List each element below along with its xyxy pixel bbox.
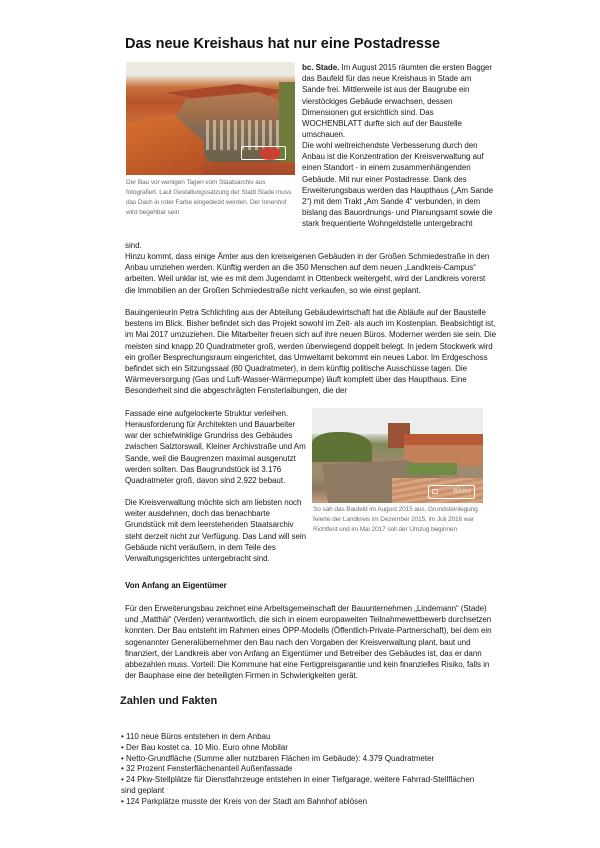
section-subhead: Von Anfang an Eigentümer [125, 581, 227, 590]
facts-list [121, 732, 491, 808]
facts-heading: Zahlen und Fakten [120, 695, 218, 707]
intro-paragraph [302, 62, 492, 140]
intro-text: Im August 2015 räumten die ersten Bagger das Baufeld für das neue Kreishaus in Stade am Sande frei. Mittlerweile ist aus der Baugrube ein vierstöckiges Gebäude erwachsen, dessen Dimensionen gut ersichtlich sind. Das WOCHENBLATT durfte sich auf der Baustelle umschauen. [302, 63, 493, 140]
photo-gallery-button[interactable] [428, 485, 475, 499]
article-title: Das neue Kreishaus hat nur eine Postadresse [125, 36, 441, 52]
fact-item: • 24 Pkw-Stellplätze für Dienstfahrzeuge entstehen in einer Tiefgarage, weitere Fahrrad-Stellflächen sind geplant [121, 775, 491, 797]
paragraph-2: Die wohl weitreichendste Verbesserung durch den Anbau ist die Konzentration der Kreisverwaltung auf einen Standort - in einem zusammenhängenden Gebäude. Mit nur einer Postadresse. Dank des Erweiterungsbaus werden das Haupthaus („Am Sande 2“) mit dem Trakt „Am Sande 4“ verbunden, in dem bislang das Bauordnungs- und Planungsamt sowie die stark frequentierte Wohngeldstelle untergebracht [302, 141, 494, 229]
photo2-caption: So sah das Baufeld im August 2015 aus. Grundsteinlegung feierte der Landkreis im Dezember 2015, im Juli 2016 war Richtfest und im Mai 2017 soll der Umzug beginnen [313, 506, 478, 533]
paragraph-6: Die Kreisverwaltung möchte sich am liebsten noch weiter ausdehnen, doch das benachbarte Grundstück mit dem leerstehenden Staatsarchiv steht derzeit nicht zur Verfügung. Das Land will sein Gebäude nicht veräußern, in dem Teile des Verwaltungsgerichtes untergebracht sind. [125, 498, 307, 564]
photo-building [404, 434, 483, 466]
paragraph-3: Hinzu kommt, dass einige Ämter aus den kreiseigenen Gebäuden in der Großen Schmiedestraße in den Anbau umziehen werden. Künftig werden an die 350 Menschen auf dem neuen „Landkreis-Campus“ arbeiten. Weil unklar ist, wie es mit dem Jugendamt in Ottenbeck weitergeht, wird der Landkreis vorerst die Immobilien an der Großen Schmiedestraße nicht verkaufen, so wie einst geplant. [125, 252, 490, 295]
construction-photo-site[interactable] [312, 408, 483, 503]
fact-item: • Der Bau kostet ca. 10 Mio. Euro ohne Mobilar [121, 743, 491, 754]
photo-sky [126, 62, 295, 76]
fact-item: • 124 Parkplätze musste der Kreis von der Stadt am Bahnhof ablösen [121, 797, 491, 808]
paragraph-2-end: sind. [125, 241, 142, 250]
photo-trees [312, 432, 372, 462]
photo-lawn [407, 463, 457, 475]
paragraph-5: Herausforderung für Architekten und Bauarbeiter war der schiefwinklige Grundriss des Gebäudes zwischen Salztorswall, Kleiner Archivstraße und Am Sande, weil die Baugrenzen maximal ausgenutzt werden sollten. Das Baugrundstück ist 3.176 Quadratmeter groß, davon sind 2.922 bebaut. [125, 420, 306, 486]
photo-gallery-button[interactable] [241, 146, 286, 160]
fact-item: • 32 Prozent Fensterflächenanteil Außenfassade [121, 764, 491, 775]
gallery-label: Bilder [453, 488, 471, 495]
camera-icon [260, 147, 280, 160]
fact-item: • Netto-Grundfläche (Summe aller nutzbaren Flächen im Gebäude): 4.379 Quadratmeter [121, 754, 491, 765]
paragraph-4-cont: Fassade eine aufgelockerte Struktur verleihen. [125, 409, 289, 418]
construction-photo-aerial[interactable] [126, 62, 295, 175]
paragraph-4: Bauingenieurin Petra Schlichting aus der Abteilung Gebäudewirtschaft hat die Abläufe auf der Baustelle bestens im Blick. Bisher befindet sich das Projekt sowohl im Zeit- als auch im Kostenplan. Beabsichtigt ist, im Mai 2017 umzuziehen. Die Mitarbeiter freuen sich auf ihre neuen Büros. Moderner werden sie sein. Die meisten sind knapp 20 Quadratmeter groß, werden überwiegend doppelt belegt. In jedem Stockwerk wird ein großer Besprechungsraum eingerichtet, das Umweltamt bekommt ein neues Labor. Im Erdgeschoss befindet sich ein Sitzungssaal (80 Quadratmeter), in dem künftig politische Ausschüsse tagen. Die Wärmeversorgung (Gas und Luft-Wasser-Wärmepumpe) läuft komplett über das Haupthaus. Eine Besonderheit sind die abgeschrägten Fensterlaibungen, die der [125, 308, 497, 396]
gallery-icon [432, 489, 438, 494]
paragraph-7: Für den Erweiterungsbau zeichnet eine Arbeitsgemeinschaft der Bauunternehmen „Lindemann“ (Stade) und „Matthäi“ (Verden) verantwortlich, die sich in einem europaweiten Teilnahmewettbewerb durchsetzen konnten. Der Bau entsteht im Rahmen eines ÖPP-Modells (Öffentlich-Private-Partnerschaft), bei dem ein sogenannter Generalübernehmer den Bau nach den Vorgaben der Kreisverwaltung plant, baut und finanziert, der Landkreis aber von Anfang an Eigentümer und Betreiber des Gebäudes ist, das er dann abbezahlen muss. Vorteil: Die Kommune hat eine Fertigpreisgarantie und kein finanzielles Risiko, falls in der Bauphase eine der beteiligten Firmen in Schwierigkeiten gerät. [125, 604, 492, 681]
photo1-caption: Der Bau vor wenigen Tagen vom Staatsarchiv aus fotografiert. Laut Gestaltungssatzung der Stadt Stade muss das Dach in roter Farbe eingedeckt werden. Der Innenhof wird begehbar sein [126, 179, 292, 216]
intro-lead: bc. Stade. [302, 63, 340, 72]
fact-item: • 110 neue Büros entstehen in dem Anbau [121, 732, 491, 743]
